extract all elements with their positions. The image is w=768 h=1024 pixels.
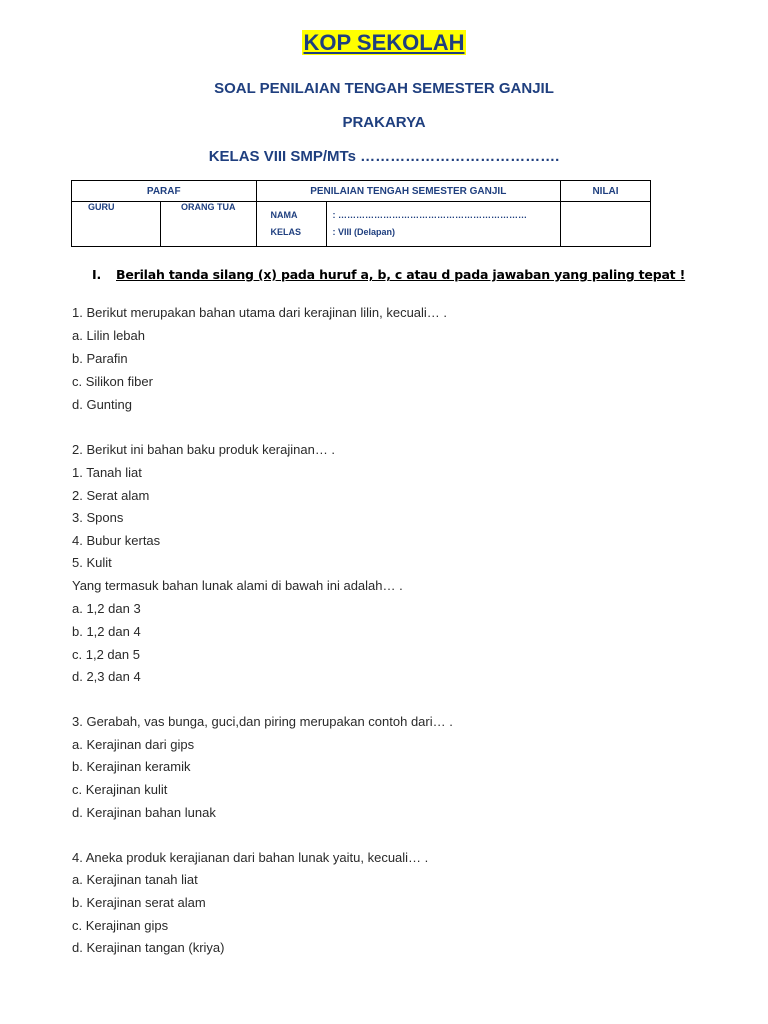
guru-cell: GURU — [72, 202, 161, 247]
kelas-label: KELAS — [270, 227, 302, 237]
identity-labels-cell — [256, 202, 326, 247]
orang-tua-cell: ORANG TUA — [161, 202, 257, 247]
identity-table — [71, 180, 651, 247]
identity-values-cell — [326, 202, 560, 247]
item-2-2: 2. Serat alam — [72, 488, 150, 503]
question-3: 3. Gerabah, vas bunga, guci,dan piring merupakan contoh dari… . — [72, 714, 453, 729]
option-2c: c. 1,2 dan 5 — [72, 647, 140, 662]
item-2-5: 5. Kulit — [72, 555, 112, 570]
exam-title: SOAL PENILAIAN TENGAH SEMESTER GANJIL — [214, 80, 554, 97]
instruction-text: Berilah tanda silang (x) pada huruf a, b, c atau d pada jawaban yang paling tepat ! — [116, 267, 686, 282]
penilaian-header: PENILAIAN TENGAH SEMESTER GANJIL — [256, 181, 560, 202]
kelas-value: : VIII (Delapan) — [332, 227, 396, 237]
option-1c: c. Silikon fiber — [72, 374, 153, 389]
nilai-cell — [561, 202, 651, 247]
nilai-header: NILAI — [561, 181, 651, 202]
option-1a: a. Lilin lebah — [72, 328, 145, 343]
instruction — [92, 267, 685, 282]
question-1: 1. Berikut merupakan bahan utama dari kerajinan lilin, kecuali… . — [72, 305, 448, 320]
nama-value: : ……………………………………………………… — [332, 210, 528, 220]
class-title: KELAS VIII SMP/MTs …………………………………. — [208, 148, 560, 165]
option-2b: b. 1,2 dan 4 — [72, 624, 141, 639]
option-1d: d. Gunting — [72, 397, 132, 412]
item-2-4: 4. Bubur kertas — [72, 533, 161, 548]
option-1b: b. Parafin — [72, 351, 128, 366]
paraf-header: PARAF — [72, 181, 257, 202]
kop-sekolah-heading — [0, 30, 768, 56]
question-2-stem: Yang termasuk bahan lunak alami di bawah ini adalah… . — [72, 578, 403, 593]
item-2-1: 1. Tanah liat — [72, 465, 142, 480]
question-4: 4. Aneka produk kerajianan dari bahan lunak yaitu, kecuali… . — [72, 850, 429, 865]
option-2a: a. 1,2 dan 3 — [72, 601, 141, 616]
subject-title: PRAKARYA — [342, 114, 426, 131]
instruction-number: I. — [92, 267, 101, 282]
option-4a: a. Kerajinan tanah liat — [72, 872, 198, 887]
option-4c: c. Kerajinan gips — [72, 918, 169, 933]
option-2d: d. 2,3 dan 4 — [72, 669, 141, 684]
item-2-3: 3. Spons — [72, 510, 124, 525]
option-3a: a. Kerajinan dari gips — [72, 737, 195, 752]
nama-label: NAMA — [270, 210, 298, 220]
question-2: 2. Berikut ini bahan baku produk kerajinan… . — [72, 442, 336, 457]
option-4d: d. Kerajinan tangan (kriya) — [72, 940, 225, 955]
option-3d: d. Kerajinan bahan lunak — [72, 805, 216, 820]
option-4b: b. Kerajinan serat alam — [72, 895, 206, 910]
kop-sekolah-text: KOP SEKOLAH — [303, 30, 465, 55]
option-3b: b. Kerajinan keramik — [72, 759, 191, 774]
option-3c: c. Kerajinan kulit — [72, 782, 168, 797]
